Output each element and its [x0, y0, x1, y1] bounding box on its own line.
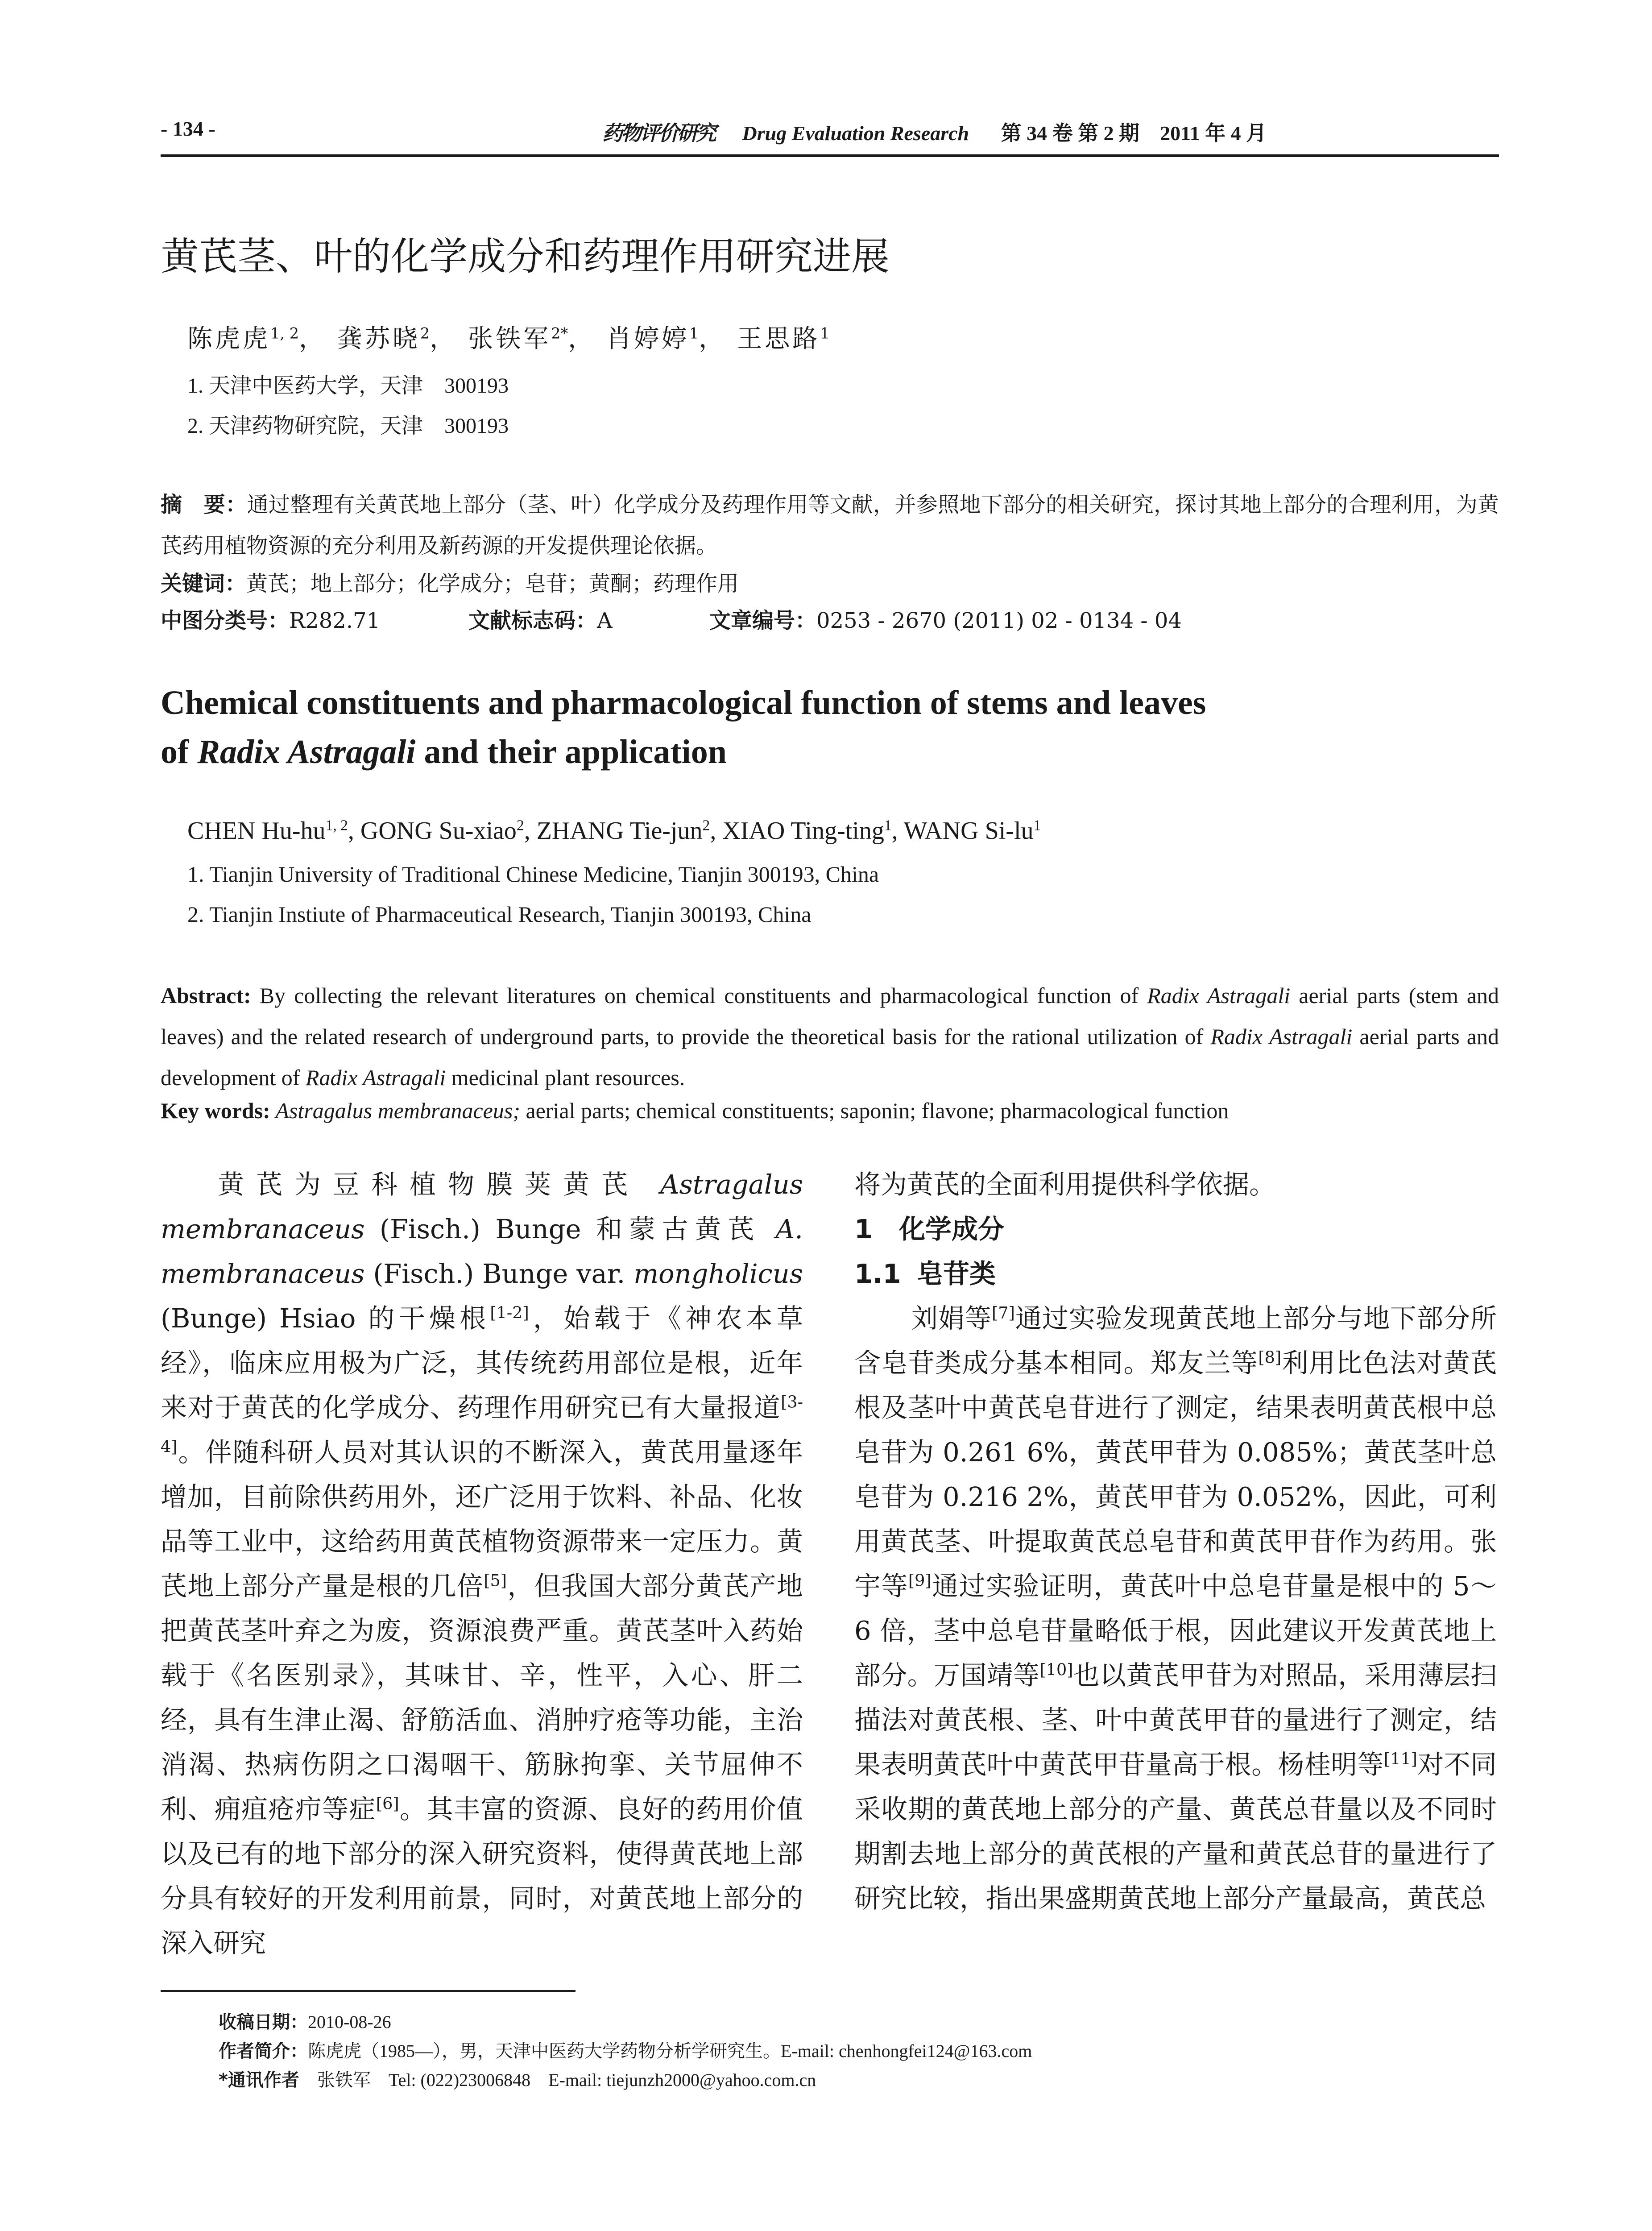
- running-header: [161, 117, 1499, 153]
- page-number: - 134 -: [161, 117, 215, 140]
- journal-name: Drug Evaluation Research: [742, 122, 969, 145]
- author-list-en: CHEN Hu-hu$^{1, 2}$, GONG Su-xiao$^2$, ZHANG Tie-jun$^2$, XIAO Ting-ting$^1$, WANG $Si-lu^1$: [187, 817, 1041, 845]
- citation: [5]: [484, 1571, 507, 1590]
- affiliation-cn: 1. 天津中医药大学，天津 300193: [187, 374, 509, 398]
- body-column-right: [854, 1162, 1497, 1921]
- header-rule: [161, 154, 1499, 157]
- author-list-cn: 陈虎虎$^{1, 2}$， 龚苏晓$^2$， 张铁军$^{2*}$， 肖婷婷$^1$， 王思路$^1$: [187, 324, 830, 353]
- citation: [11]: [1383, 1749, 1417, 1769]
- paper-title-cn: 黄芪茎、叶的化学成分和药理作用研究进展: [161, 234, 890, 279]
- author-affiliation-mark: 1: [689, 324, 699, 342]
- citation: [8]: [1258, 1348, 1282, 1367]
- author-affiliation-mark: 2: [420, 324, 430, 342]
- journal-info: [602, 117, 1267, 146]
- footnote-author-bio: 作者简介：陈虎虎（1985—），男，天津中医药大学药物分析学研究生。E-mail: chenhongfei124@163.com: [219, 2041, 1032, 2061]
- footnote-rule: [161, 1990, 576, 1992]
- citation: [9]: [908, 1571, 932, 1590]
- abstract-en: Abstract: By collecting the relevant literatures on chemical constituents and pharmacological function of Radix Astragali aerial parts (stem and leaves) and the related research of underground parts, to provide the theoretical basis for the rational utilization of Radix Astragali aerial parts and development of Radix Astragali medicinal plant resources.: [161, 983, 1499, 1090]
- keywords-label-cn: 关键词：: [161, 571, 247, 596]
- article-number: 文章编号：0253 - 2670 (2011) 02 - 0134 - 04: [709, 608, 1182, 633]
- footnote-corresponding-author: *通讯作者 张铁军 Tel: (022)23006848 E-mail: tiejunzh2000@yahoo.com.cn: [219, 2070, 816, 2090]
- affiliation-cn: 2. 天津药物研究院，天津 300193: [187, 414, 509, 438]
- abstract-label-en: Abstract:: [161, 983, 251, 1008]
- author-affiliation-mark: 2*: [551, 324, 568, 342]
- footnote-received: 收稿日期：2010-08-26: [219, 2012, 391, 2032]
- journal-logo: 药物评价研究: [602, 121, 715, 145]
- author-name: 张铁军: [468, 324, 551, 353]
- body-paragraph: 将为黄芪的全面利用提供科学依据。: [854, 1169, 1276, 1200]
- citation: [7]: [992, 1303, 1015, 1323]
- issue-info: 第 34 卷 第 2 期 2011 年 4 月: [1001, 122, 1267, 145]
- subsection-heading: 1.1 皂苷类: [854, 1258, 996, 1289]
- abstract-text-cn: 通过整理有关黄芪地上部分（茎、叶）化学成分及药理作用等文献，并参照地下部分的相关研究，探讨其地上部分的合理利用，为黄芪药用植物资源的充分利用及新药源的开发提供理论依据。: [161, 492, 1499, 558]
- citation: [6]: [376, 1794, 399, 1813]
- author-affiliation-mark: 1: [820, 324, 830, 342]
- section-heading: 1 化学成分: [854, 1214, 1005, 1244]
- author-name: 王思路: [737, 324, 820, 353]
- author-name: 龚苏晓: [337, 324, 420, 353]
- citation: [3-4]: [161, 1392, 803, 1456]
- clc-number: 中图分类号：R282.71: [161, 608, 381, 633]
- body-column-left: [161, 1162, 803, 1966]
- paper-title-en: Chemical constituents and pharmacological function of stems and leaves of Radix Astragali and their application: [161, 684, 1206, 771]
- abstract-label-cn: 摘 要：: [161, 492, 247, 517]
- document-code: 文献标志码：A: [468, 608, 613, 633]
- keywords-en: Key words: Astragalus membranaceus; aerial parts; chemical constituents; saponin; flavone; pharmacological function: [161, 1098, 1229, 1123]
- affiliation-en: 2. Tianjin Instiute of Pharmaceutical Research, Tianjin 300193, China: [187, 902, 812, 927]
- keywords-label-en: Key words:: [161, 1098, 270, 1123]
- keywords-cn: [161, 563, 1499, 604]
- abstract-cn: [161, 484, 1499, 566]
- body-paragraph: 刘娟等[7]通过实验发现黄芪地上部分与地下部分所含皂苷类成分基本相同。郑友兰等[8]利用比色法对黄芪根及茎叶中黄芪皂苷进行了测定，结果表明黄芪根中总皂苷为 0.261 6%，黄芪甲苷为 0.085%；黄芪茎叶总皂苷为 0.216 2%，黄芪甲苷为 0.052%，因此，可利用黄芪茎、叶提取黄芪总皂苷和黄芪甲苷作为药用。张宇等[9]通过实验证明，黄芪叶中总皂苷量是根中的 5～6 倍，茎中总皂苷量略低于根，因此建议开发黄芪地上部分。万国靖等[10]也以黄芪甲苷为对照品，采用薄层扫描法对黄芪根、茎、叶中黄芪甲苷的量进行了测定，结果表明黄芪叶中黄芪甲苷量高于根。杨桂明等[11]对不同采收期的黄芪地上部分的产量、黄芪总苷量以及不同时期割去地上部分的黄芪根的产量和黄芪总苷的量进行了研究比较，指出果盛期黄芪地上部分产量最高，黄芪总: [854, 1303, 1497, 1914]
- citation: [1-2]: [490, 1303, 529, 1323]
- author-name: 肖婷婷: [606, 324, 690, 353]
- affiliation-en: 1. Tianjin University of Traditional Chinese Medicine, Tianjin 300193, China: [187, 862, 879, 887]
- author-name: 陈虎虎: [187, 324, 270, 353]
- citation: [10]: [1039, 1660, 1073, 1679]
- body-paragraph: 黄芪为豆科植物膜荚黄芪 Astragalus membranaceus (Fisch.) Bunge 和蒙古黄芪 A. membranaceus (Fisch.) Bunge var. mongholicus (Bunge) Hsiao 的干燥根[1-2]，始载于《神农本草经》，临床应用极为广泛，其传统药用部位是根，近年来对于黄芪的化学成分、药理作用研究已有大量报道[3-4]。伴随科研人员对其认识的不断深入，黄芪用量逐年增加，目前除供药用外，还广泛用于饮料、补品、化妆品等工业中，这给药用黄芪植物资源带来一定压力。黄芪地上部分产量是根的几倍[5]，但我国大部分黄芪产地把黄芪茎叶弃之为废，资源浪费严重。黄芪茎叶入药始载于《名医别录》，其味甘、辛，性平，入心、肝二经，具有生津止渴、舒筋活血、消肿疗疮等功能，主治消渴、热病伤阴之口渴咽干、筋脉拘挛、关节屈伸不利、痈疽疮疖等症[6]。其丰富的资源、良好的药用价值以及已有的地下部分的深入研究资料，使得黄芪地上部分具有较好的开发利用前景，同时，对黄芪地上部分的深入研究: [161, 1169, 803, 1958]
- author-affiliation-mark: 1, 2: [270, 324, 299, 342]
- keywords-text-cn: 黄芪；地上部分；化学成分；皂苷；黄酮；药理作用: [246, 571, 739, 596]
